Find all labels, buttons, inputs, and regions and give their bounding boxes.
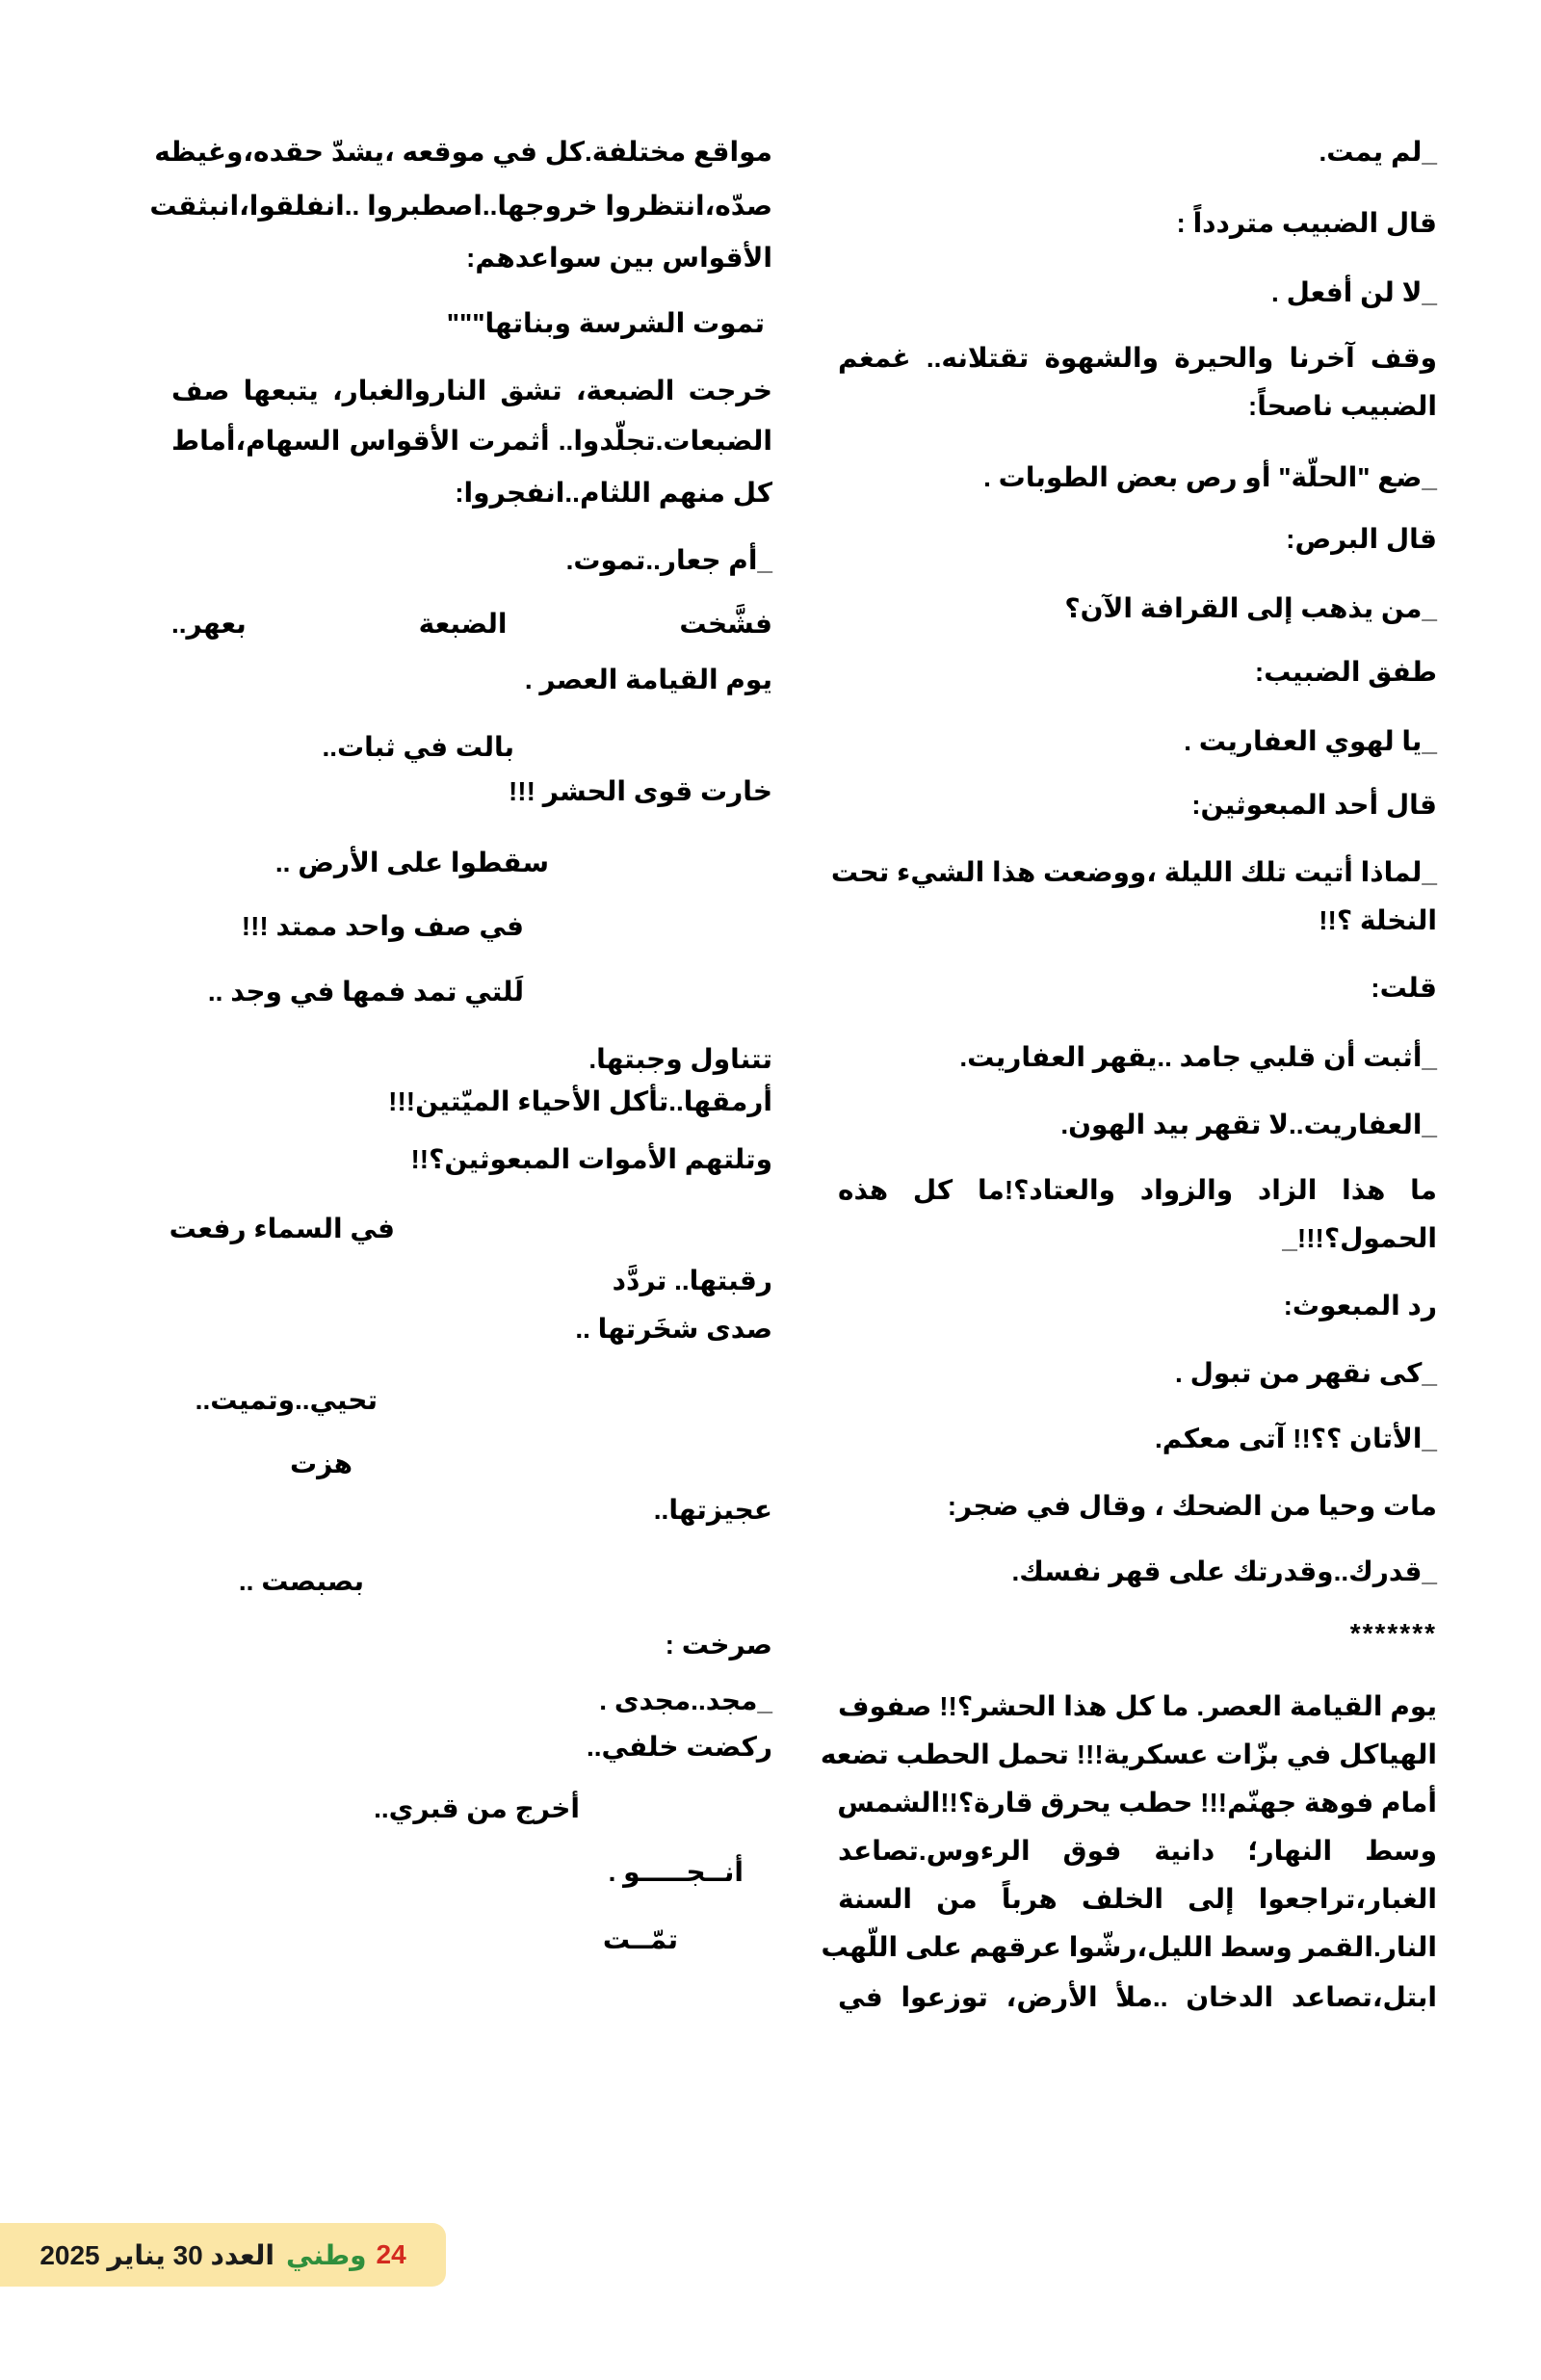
text-line: مات وحيا من الضحك ، وقال في ضجر: — [947, 1491, 1437, 1521]
text-line: تتناول وجبتها. — [588, 1044, 772, 1074]
text-line: عجيزتها.. — [653, 1495, 772, 1525]
issue-info: العدد 30 يناير 2025 — [39, 2239, 274, 2270]
text-line: النار.القمر وسط الليل،رشّوا عرقهم على اللّهب — [821, 1932, 1437, 1962]
text-line: الضبيب ناصحاً: — [1247, 391, 1437, 421]
text-line: _العفاريت..لا تقهر بيد الهون. — [1060, 1110, 1437, 1139]
text-line: يوم القيامة العصر. ما كل هذا الحشر؟!! صفوف — [838, 1691, 1437, 1721]
text-line: صرخت : — [665, 1630, 772, 1660]
text-line: هزت — [290, 1449, 353, 1478]
text-line: _ضع "الحلّة" أو رص بعض الطوبات . — [983, 462, 1437, 492]
text-line: سقطوا على الأرض .. — [274, 848, 549, 877]
text-line: صدّه،انتظروا خروجها..اصطبروا ..انفلقوا،انبثقت — [149, 191, 772, 221]
text-line: _لم يمت. — [1319, 137, 1437, 167]
text-line: _كى نقهر من تبول . — [1175, 1358, 1437, 1388]
text-line: فشَّخت الضبعة بعهر.. — [171, 609, 772, 639]
text-line: خرجت الضبعة، تشق الناروالغبار، يتبعها صف — [171, 376, 772, 405]
text-line: صدى شخَرتها .. — [575, 1314, 772, 1344]
page-footer — [0, 2223, 446, 2287]
text-line: قال البرص: — [1286, 524, 1437, 554]
text-line: _أثبت أن قلبي جامد ..يقهر العفاريت. — [959, 1042, 1437, 1072]
text-line: أنــجـــــو . — [608, 1857, 744, 1887]
text-line: _لماذا أتيت تلك الليلة ،ووضعت هذا الشيء تحت — [830, 857, 1437, 887]
section-separator: ******* — [1349, 1618, 1437, 1648]
text-line: _قدرك..وقدرتك على قهر نفسك. — [1011, 1556, 1437, 1586]
text-line: قال الضبيب متردداً : — [1176, 208, 1437, 238]
text-line: كل منهم اللثام..انفجروا: — [455, 478, 772, 508]
text-line: لَلتي تمد فمها في وجد .. — [207, 977, 524, 1007]
text-line: الهياكل في بزّات عسكرية!!! تحمل الحطب تضعه — [820, 1739, 1437, 1769]
text-line: أرمقها..تأكل الأحياء الميّتين!!! — [388, 1086, 772, 1116]
text-line: قال أحد المبعوثين: — [1191, 790, 1437, 820]
text-line: وسط النهار؛ دانية فوق الرءوس.تصاعد — [838, 1836, 1437, 1866]
text-line: _الأتان ؟؟!! آتى معكم. — [1154, 1424, 1437, 1453]
page-number: 24 — [376, 2239, 406, 2269]
text-line: _يا لهوي العفاريت . — [1184, 726, 1437, 756]
text-line: الأقواس بين سواعدهم: — [466, 243, 772, 273]
text-line: في صف واحد ممتد !!! — [241, 911, 524, 941]
text-line: تحيي..وتميت.. — [195, 1385, 378, 1415]
text-line: وقف آخرنا والحيرة والشهوة تقتلانه.. غمغم — [838, 343, 1437, 373]
text-line: تموت الشرسة وبناتها""" — [446, 308, 765, 338]
text-line: خارت قوى الحشر !!! — [508, 776, 772, 806]
text-line: ركضت خلفي.. — [586, 1732, 772, 1762]
text-line: _من يذهب إلى القرافة الآن؟ — [1064, 593, 1437, 623]
text-line: رد المبعوث: — [1283, 1291, 1437, 1321]
text-line: _لا لن أفعل . — [1271, 277, 1437, 307]
text-line: الغبار،تراجعوا إلى الخلف هرباً من السنة — [838, 1884, 1437, 1914]
magazine-name: وطني — [285, 2239, 367, 2270]
text-line: أخرج من قبري.. — [374, 1793, 580, 1823]
text-line: قلت: — [1371, 973, 1437, 1003]
text-line: النخلة ؟!! — [1319, 905, 1437, 935]
article-column-left — [149, 0, 772, 2119]
text-line: وتلتهم الأموات المبعوثين؟!! — [410, 1144, 772, 1174]
text-line: _مجد..مجدى . — [599, 1686, 772, 1715]
text-line: ابتل،تصاعد الدخان ..ملأ الأرض، توزعوا في — [838, 1982, 1437, 2012]
article-column-right — [820, 0, 1437, 2119]
text-line: رقبتها.. تردَّد — [612, 1266, 772, 1295]
text-line: في السماء رفعت — [169, 1214, 395, 1243]
text-line: الضبعات.تجلّدوا.. أثمرت الأقواس السهام،أماط — [171, 426, 772, 456]
text-line: الحمول؟!!!_ — [1282, 1223, 1437, 1253]
text-line: أمام فوهة جهنّم!!! حطب يحرق قارة؟!!الشمس — [837, 1788, 1437, 1818]
text-line: بالت في ثبات.. — [322, 732, 514, 762]
text-line: تمّــت — [602, 1924, 678, 1954]
text-line: مواقع مختلفة.كل في موقعه ،يشدّ حقده،وغيظه — [154, 137, 772, 167]
text-line: ما هذا الزاد والزواد والعتاد؟!ما كل هذه — [838, 1175, 1437, 1205]
text-line: _أم جعار..تموت. — [565, 545, 772, 575]
text-line: طفق الضبيب: — [1254, 657, 1437, 687]
text-line: بصبصت .. — [238, 1566, 364, 1596]
text-line: يوم القيامة العصر . — [524, 665, 772, 694]
